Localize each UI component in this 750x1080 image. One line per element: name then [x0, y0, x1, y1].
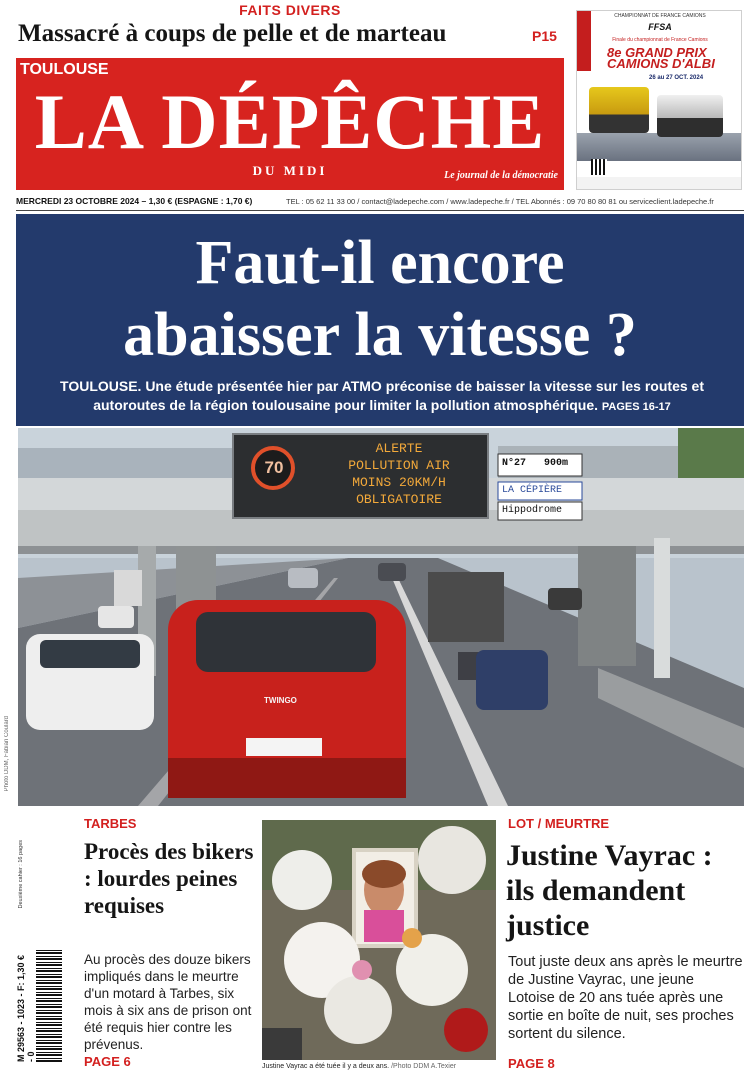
- panel-line: ALERTE: [375, 441, 423, 456]
- ad-dates: 26 au 27 OCT. 2024: [649, 75, 704, 81]
- main-headline-line2: abaisser la vitesse ?: [123, 301, 637, 369]
- photo-credit: Photo DDM, Fabian Coulard: [4, 716, 10, 792]
- tagline: Le journal de la démocratie: [444, 170, 558, 181]
- tarbes-headline[interactable]: Procès des bikers : lourdes peines requises: [84, 839, 254, 918]
- edition-city: TOULOUSE: [20, 61, 109, 78]
- masthead: [16, 58, 564, 190]
- panel-line: POLLUTION AIR: [348, 458, 450, 473]
- section-note: Deuxième cahier : 16 pages: [18, 840, 24, 909]
- logo-subtitle: DU MIDI: [252, 163, 328, 178]
- barcode-text: M 29563 - 1023 - F: 1,30 € - 0: [16, 954, 36, 1062]
- main-photo-highway[interactable]: [18, 428, 744, 806]
- exit-number: N°27: [502, 458, 527, 469]
- panel-line: MOINS 20KM/H: [352, 475, 446, 490]
- main-headline-box[interactable]: [16, 214, 744, 426]
- main-lede: [28, 377, 736, 417]
- barcode: [36, 950, 62, 1062]
- ad-grand-prix-title: 8e GRAND PRIX CAMIONS D'ALBI: [607, 45, 715, 71]
- ad-track-image: [577, 133, 742, 161]
- exit-name: LA CÉPIÈRE: [502, 485, 563, 496]
- newspaper-logo[interactable]: LA DÉPÊCHE: [34, 78, 546, 165]
- teaser-kicker: FAITS DIVERS: [239, 2, 341, 18]
- issue-date-price: MERCREDI 23 OCTOBRE 2024 – 1,30 € (ESPAGNE : 1,70 €): [16, 196, 253, 206]
- car-badge: TWINGO: [264, 696, 297, 705]
- divider: [16, 210, 744, 211]
- message-panel: [314, 440, 484, 508]
- lot-kicker: LOT / MEURTRE: [508, 816, 610, 831]
- panel-line: OBLIGATOIRE: [356, 492, 442, 507]
- lot-summary: Tout juste deux ans après le meurtre de Justine Vayrac, une jeune Lotoise de 20 ans tuée après une sortie en boîte de nuit, ses proches sortent du silence.: [508, 954, 743, 1042]
- ad-final-label: Finale du championnat de France Camions: [612, 37, 708, 43]
- main-headline-line1: Faut-il encore: [195, 229, 565, 297]
- exit-subtitle: Hippodrome: [502, 505, 563, 516]
- lot-headline[interactable]: Justine Vayrac : ils demandent justice: [506, 839, 713, 942]
- caption-text: Justine Vayrac a été tuée il y a deux ans.: [262, 1063, 390, 1070]
- teaser-page-ref: P15: [532, 28, 557, 44]
- speed-limit-sign: 70: [264, 458, 284, 477]
- memorial-caption: [262, 1063, 456, 1070]
- ad-qr-code: [591, 159, 607, 175]
- tarbes-page-ref[interactable]: PAGE 6: [84, 1054, 131, 1069]
- memorial-illustration: [262, 820, 496, 1060]
- teaser-headline[interactable]: Massacré à coups de pelle et de marteau: [18, 20, 447, 47]
- exit-distance: 900m: [544, 458, 569, 469]
- lede-text: TOULOUSE. Une étude présentée hier par ATMO préconise de baisser la vitesse sur les routes et autoroutes de la région toulousaine pour limiter la pollution atmosphérique.: [60, 378, 704, 413]
- grand-prix-advertisement[interactable]: [576, 10, 742, 190]
- contact-info: TEL : 05 62 11 33 00 / contact@ladepeche.com / www.ladepeche.fr / TEL Abonnés : 09 70 80 80 81 ou serviceclient.ladepeche.fr: [286, 197, 714, 206]
- lede-page-ref: PAGES 16-17: [601, 401, 671, 413]
- ad-sponsor-logos: [577, 177, 742, 190]
- tarbes-summary: Au procès des douze bikers impliqués dans le meurtre d'un motard à Tarbes, six mois à six ans de prison ont été requis hier contre les prévenus.: [84, 952, 252, 1052]
- ad-ffsa-logo: FFSA: [648, 22, 672, 32]
- ad-yellow-truck-image: [589, 87, 649, 133]
- memorial-photo[interactable]: [262, 820, 496, 1060]
- caption-credit: /Photo DDM A.Texier: [391, 1063, 457, 1070]
- lot-page-ref[interactable]: PAGE 8: [508, 1056, 555, 1071]
- ad-championship-label: CHAMPIONNAT DE FRANCE CAMIONS: [614, 13, 706, 19]
- ad-white-truck-image: [657, 95, 723, 137]
- tarbes-kicker: TARBES: [84, 816, 137, 831]
